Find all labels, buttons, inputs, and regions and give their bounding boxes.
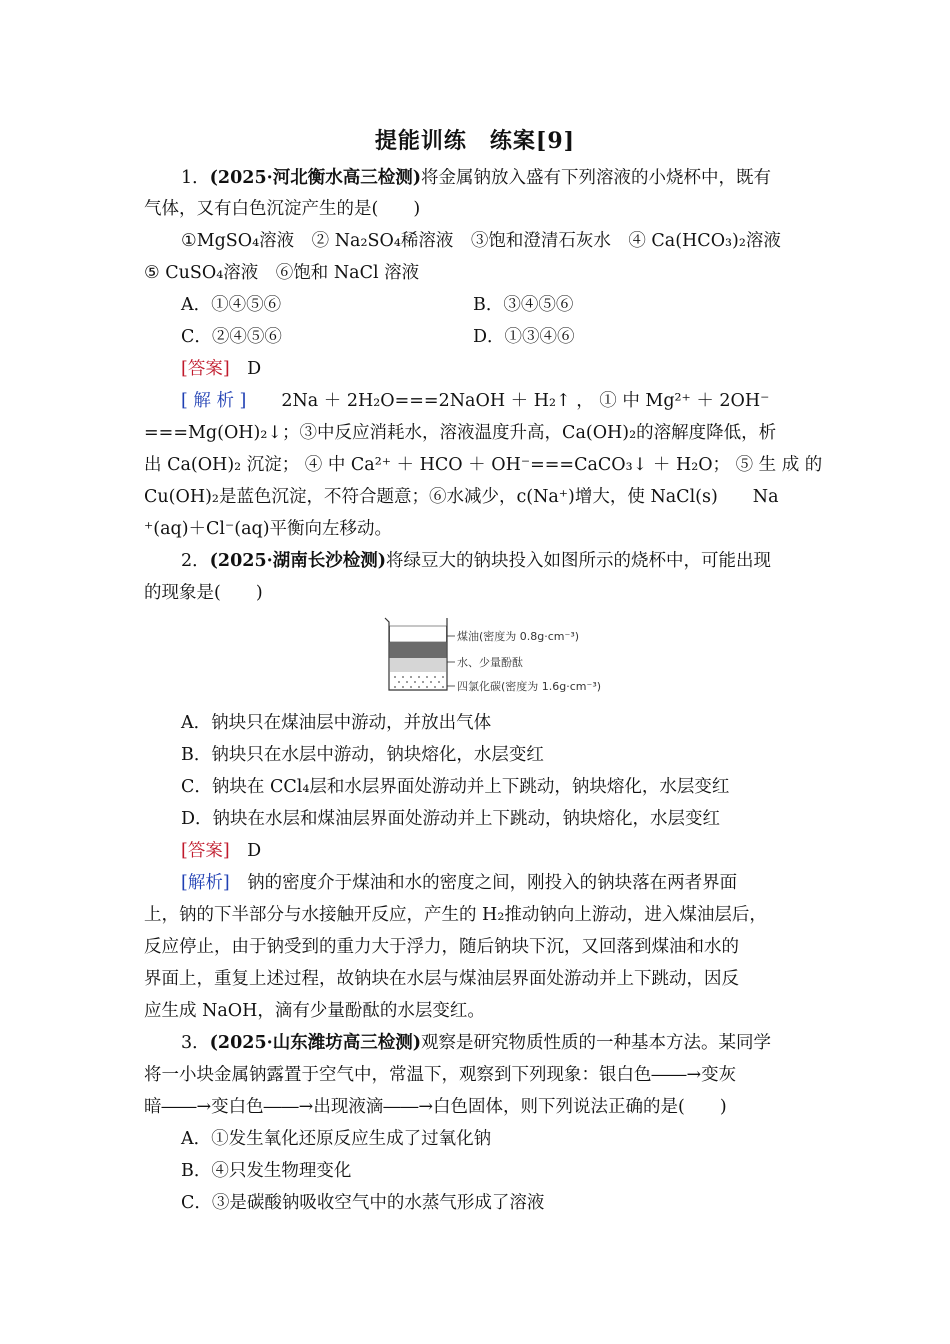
- q2-analysis-line-1: [181, 870, 737, 896]
- q3-option-a: A．①发生氧化还原反应生成了过氧化钠: [181, 1129, 492, 1149]
- q2-answer-line: [181, 838, 261, 864]
- q1-number: 1．: [181, 168, 210, 188]
- q3-stem-line-2: 将一小块金属钠露置于空气中，常温下，观察到下列现象：银白色――→变灰: [144, 1065, 737, 1085]
- q2-analysis-line-5: 应生成 NaOH，滴有少量酚酞的水层变红。: [144, 1001, 485, 1021]
- q2-option-c: C．钠块在 CCl₄层和水层界面处游动并上下跳动，钠块熔化，水层变红: [181, 777, 730, 797]
- q3-source: (2025·山东潍坊高三检测): [209, 1033, 421, 1053]
- label-ccl4: 四氯化碳(密度为 1.6g·cm⁻³): [457, 680, 602, 693]
- q3-option-c: C．③是碳酸钠吸收空气中的水蒸气形成了溶液: [181, 1193, 545, 1213]
- q2-answer: D: [247, 841, 262, 861]
- q1-analysis-line-5: ⁺(aq)＋Cl⁻(aq)平衡向左移动。: [144, 519, 393, 539]
- q3-stem: 观察是研究物质性质的一种基本方法。某同学: [421, 1033, 771, 1053]
- q3-stem-line-1: [181, 1030, 771, 1056]
- q1-answer-line: [181, 356, 261, 382]
- q1-option-d: D．①③④⑥: [473, 327, 575, 347]
- q1-analysis-line-3: 出 Ca(OH)₂ 沉淀； ④ 中 Ca²⁺ ＋ HCO ＋ OH⁻===CaCO₃↓ ＋ H₂O； ⑤ 生 成 的: [144, 455, 823, 475]
- q1-answer: D: [247, 359, 262, 379]
- q1-items-line-1: ①MgSO₄溶液 ② Na₂SO₄稀溶液 ③饱和澄清石灰水 ④ Ca(HCO₃)₂溶液: [181, 231, 781, 251]
- q3-number: 3．: [181, 1033, 210, 1053]
- label-water: 水、少量酚酞: [457, 656, 523, 669]
- q2-answer-label: [答案]: [181, 841, 230, 861]
- q2-stem-line-2: 的现象是( ): [144, 583, 263, 603]
- q2-stem-line-1: [181, 548, 771, 574]
- q1-analysis-text-1: 2Na ＋ 2H₂O===2NaOH ＋ H₂↑ ， ① 中 Mg²⁺ ＋ 2OH⁻: [281, 391, 770, 411]
- q2-option-b: B．钠块只在水层中游动，钠块熔化，水层变红: [181, 745, 544, 765]
- q1-stem-line-1: [181, 165, 771, 191]
- q1-stem: 将金属钠放入盛有下列溶液的小烧杯中，既有: [421, 168, 771, 188]
- q1-option-c: C．②④⑤⑥: [181, 327, 282, 347]
- q1-analysis-line-1: [181, 388, 806, 414]
- q1-stem-line-2: 气体，又有白色沉淀产生的是( ): [144, 199, 421, 219]
- ccl4-layer: [390, 658, 447, 672]
- q1-answer-label: [答案]: [181, 359, 230, 379]
- q1-items-line-2: ⑤ CuSO₄溶液 ⑥饱和 NaCl 溶液: [144, 263, 420, 283]
- q1-option-b: B．③④⑤⑥: [473, 295, 574, 315]
- q2-analysis-label: [解析]: [181, 873, 230, 893]
- q1-analysis-label: [ 解 析 ]: [181, 391, 247, 411]
- q1-analysis-line-2: ===Mg(OH)₂↓；③中反应消耗水，溶液温度升高，Ca(OH)₂的溶解度降低，析: [144, 423, 777, 443]
- q2-analysis-line-4: 界面上，重复上述过程，故钠块在水层与煤油层界面处游动并上下跳动，因反: [144, 969, 739, 989]
- q2-option-d: D．钠块在水层和煤油层界面处游动并上下跳动，钠块熔化，水层变红: [181, 809, 721, 829]
- q2-source: (2025·湖南长沙检测): [209, 551, 386, 571]
- q1-option-a: A．①④⑤⑥: [181, 295, 282, 315]
- q2-option-a: A．钠块只在煤油层中游动，并放出气体: [181, 713, 492, 733]
- q2-stem: 将绿豆大的钠块投入如图所示的烧杯中，可能出现: [386, 551, 771, 571]
- q2-number: 2．: [181, 551, 210, 571]
- q2-analysis-line-3: 反应停止，由于钠受到的重力大于浮力，随后钠块下沉，又回落到煤油和水的: [144, 937, 739, 957]
- label-kerosene: 煤油(密度为 0.8g·cm⁻³): [457, 630, 580, 643]
- q1-analysis-line-4: Cu(OH)₂是蓝色沉淀，不符合题意；⑥水减少，c(Na⁺)增大，使 NaCl(s) Na: [144, 487, 779, 507]
- q1-source: (2025·河北衡水高三检测): [209, 168, 421, 188]
- page-title: 提能训练 练案[9]: [374, 128, 576, 154]
- q3-option-b: B．④只发生物理变化: [181, 1161, 352, 1181]
- q3-stem-line-3: 暗――→变白色――→出现液滴――→白色固体，则下列说法正确的是( ): [144, 1097, 727, 1117]
- kerosene-layer: [390, 626, 447, 642]
- q2-analysis-line-2: 上，钠的下半部分与水接触开反应，产生的 H₂推动钠向上游动，进入煤油层后，: [144, 905, 767, 925]
- beaker-diagram: [383, 616, 613, 696]
- ccl4-dots: [394, 676, 444, 688]
- water-layer: [390, 642, 447, 658]
- q2-analysis-text-1: 钠的密度介于煤油和水的密度之间，刚投入的钠块落在两者界面: [247, 873, 738, 893]
